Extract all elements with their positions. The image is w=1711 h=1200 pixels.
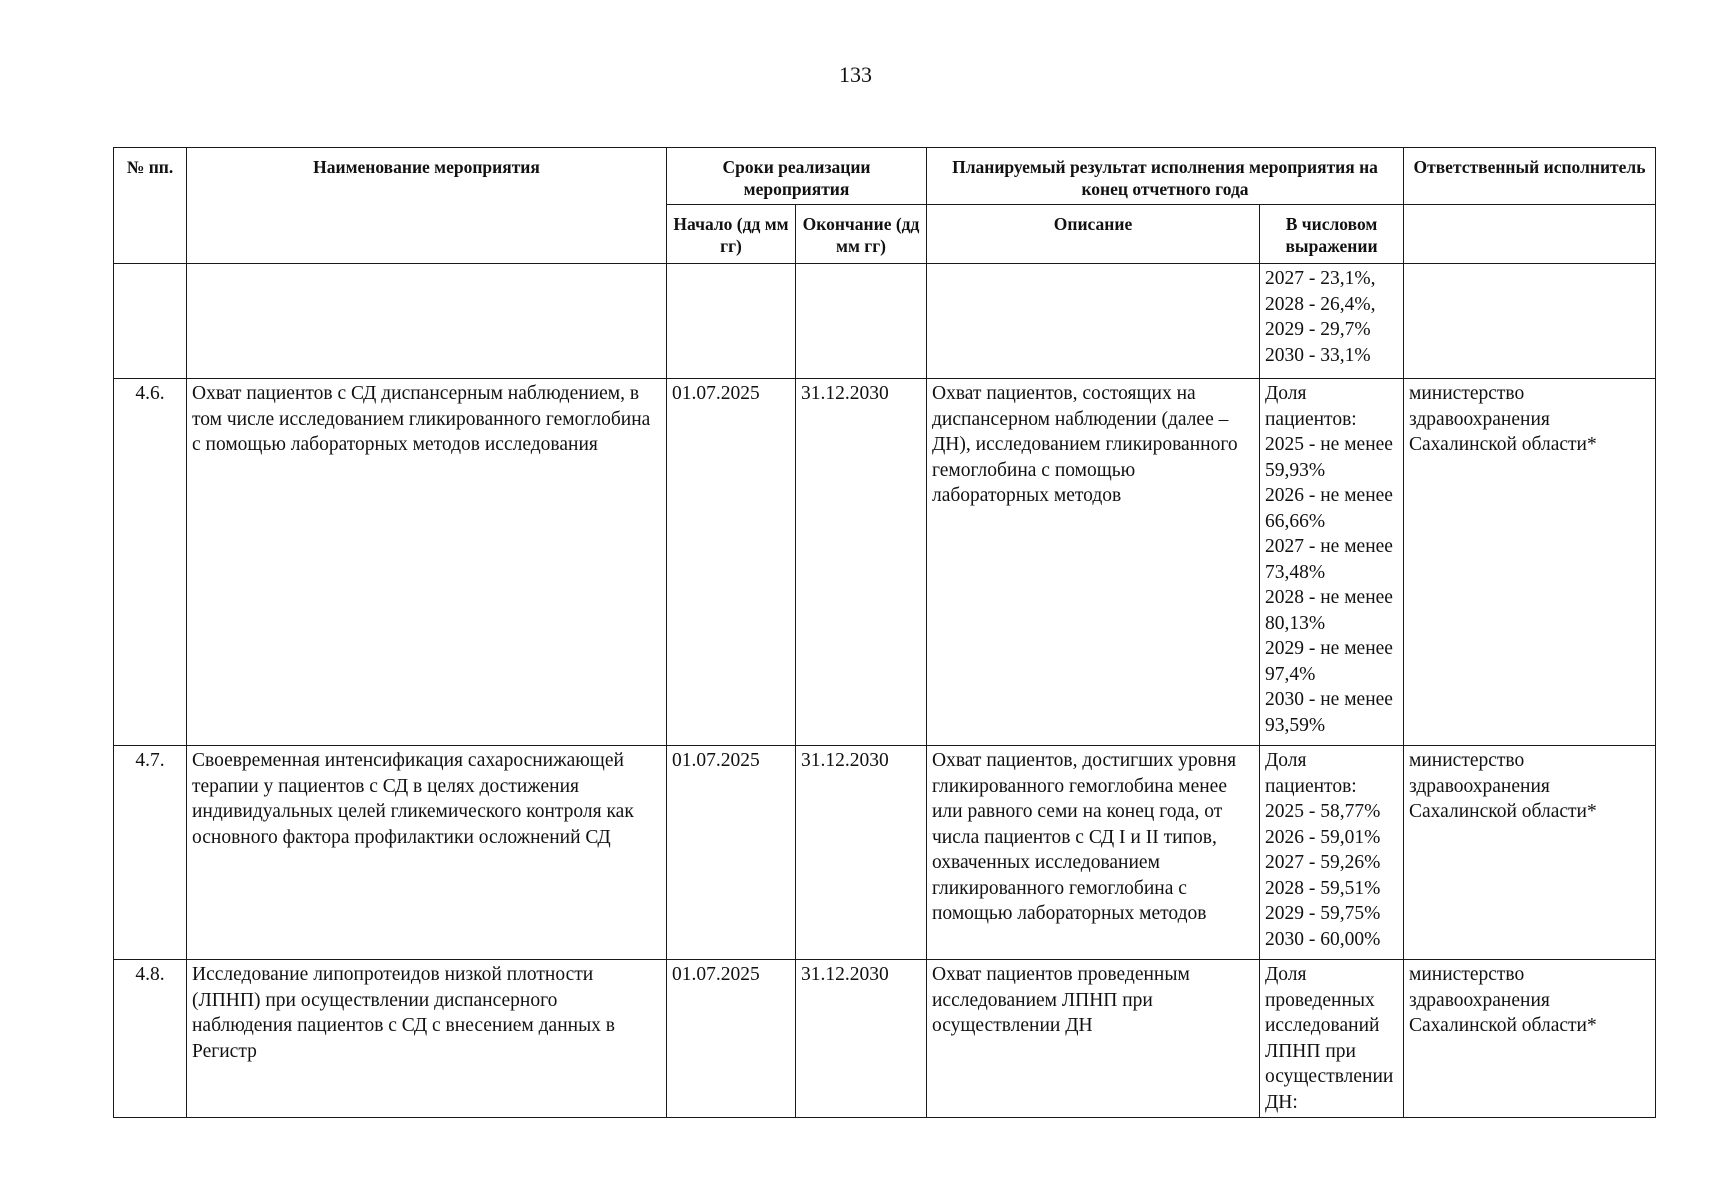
numeric-line: Доля пациентов: [1265, 750, 1357, 797]
table-row [114, 379, 1656, 746]
row-numeric [1260, 960, 1404, 1118]
numeric-line: 2025 - не менее 59,93% [1265, 434, 1393, 481]
header-num: № пп. [114, 148, 187, 264]
row-end: 31.12.2030 [796, 960, 927, 1118]
numeric-line: 2029 - не менее 97,4% [1265, 638, 1393, 685]
header-terms: Сроки реализации мероприятия [667, 148, 927, 205]
numeric-line: 2026 - не менее 66,66% [1265, 485, 1393, 532]
row-end: 31.12.2030 [796, 379, 927, 746]
cont-value: 2030 - 33,1% [1265, 344, 1371, 366]
header-end: Окончание (дд мм гг) [796, 205, 927, 264]
row-start: 01.07.2025 [667, 960, 796, 1118]
numeric-line: 2028 - не менее 80,13% [1265, 587, 1393, 634]
cont-name [187, 264, 667, 379]
cont-num [114, 264, 187, 379]
numeric-line: 2027 - не менее 73,48% [1265, 536, 1393, 583]
table-row [114, 746, 1656, 960]
header-result: Планируемый результат исполнения мероприятия на конец отчетного года [927, 148, 1404, 205]
row-name: Охват пациентов с СД диспансерным наблюдением, в том числе исследованием гликированного гемоглобина с помощью лабораторных методов исследования [187, 379, 667, 746]
row-num: 4.8. [114, 960, 187, 1118]
row-num: 4.6. [114, 379, 187, 746]
cont-end [796, 264, 927, 379]
numeric-line: 2028 - 59,51% [1265, 877, 1381, 899]
numeric-line: 2025 - 58,77% [1265, 801, 1381, 822]
row-description: Охват пациентов проведенным исследованием ЛПНП при осуществлении ДН [927, 960, 1260, 1118]
row-start: 01.07.2025 [667, 379, 796, 746]
page-number: 133 [839, 62, 872, 87]
header-description: Описание [927, 205, 1260, 264]
header-start: Начало (дд мм гг) [667, 205, 796, 264]
header-numeric: В числовом выражении [1260, 205, 1404, 264]
row-description: Охват пациентов, состоящих на диспансерном наблюдении (далее – ДН), исследованием гликированного гемоглобина с помощью лабораторных методов [927, 379, 1260, 746]
cont-description [927, 264, 1260, 379]
header-responsible: Ответственный исполнитель [1404, 148, 1656, 205]
numeric-line: 2026 - 59,01% [1265, 826, 1381, 848]
continuation-row [114, 264, 1656, 379]
row-name: Исследование липопротеидов низкой плотности (ЛПНП) при осуществлении диспансерного наблюдения пациентов с СД с внесением данных в Регистр [187, 960, 667, 1118]
row-end: 31.12.2030 [796, 746, 927, 960]
numeric-line: 2029 - 59,75% [1265, 903, 1381, 924]
row-responsible: министерство здравоохранения Сахалинской области* [1404, 379, 1656, 746]
row-responsible: министерство здравоохранения Сахалинской области* [1404, 746, 1656, 960]
numeric-line: 2027 - 59,26% [1265, 852, 1381, 873]
row-start: 01.07.2025 [667, 746, 796, 960]
cont-start [667, 264, 796, 379]
row-num: 4.7. [114, 746, 187, 960]
numeric-line: Доля пациентов: [1265, 383, 1357, 430]
row-numeric [1260, 746, 1404, 960]
cont-numeric [1260, 264, 1404, 379]
cont-responsible [1404, 264, 1656, 379]
cont-value: 2027 - 23,1%, [1265, 268, 1376, 289]
row-numeric [1260, 379, 1404, 746]
row-name: Своевременная интенсификация сахароснижающей терапии у пациентов с СД в целях достижения индивидуальных целей гликемического контроля как основного фактора профилактики осложнений СД [187, 746, 667, 960]
activities-table [113, 147, 1656, 1118]
numeric-line: 2030 - 60,00% [1265, 928, 1381, 950]
numeric-line: 2030 - не менее 93,59% [1265, 689, 1393, 736]
numeric-line: Доля проведенных исследований ЛПНП при осуществлении ДН: [1265, 964, 1394, 1113]
cont-value: 2028 - 26,4%, [1265, 293, 1376, 315]
header-responsible-empty [1404, 205, 1656, 264]
row-description: Охват пациентов, достигших уровня гликированного гемоглобина менее или равного семи на конец года, от числа пациентов с СД I и II типов, охваченных исследованием гликированного гемоглобина с помощью лабораторных методов [927, 746, 1260, 960]
row-responsible: министерство здравоохранения Сахалинской области* [1404, 960, 1656, 1118]
table-row [114, 960, 1656, 1118]
cont-value: 2029 - 29,7% [1265, 319, 1371, 340]
header-row-1 [114, 148, 1656, 205]
header-name: Наименование мероприятия [187, 148, 667, 264]
